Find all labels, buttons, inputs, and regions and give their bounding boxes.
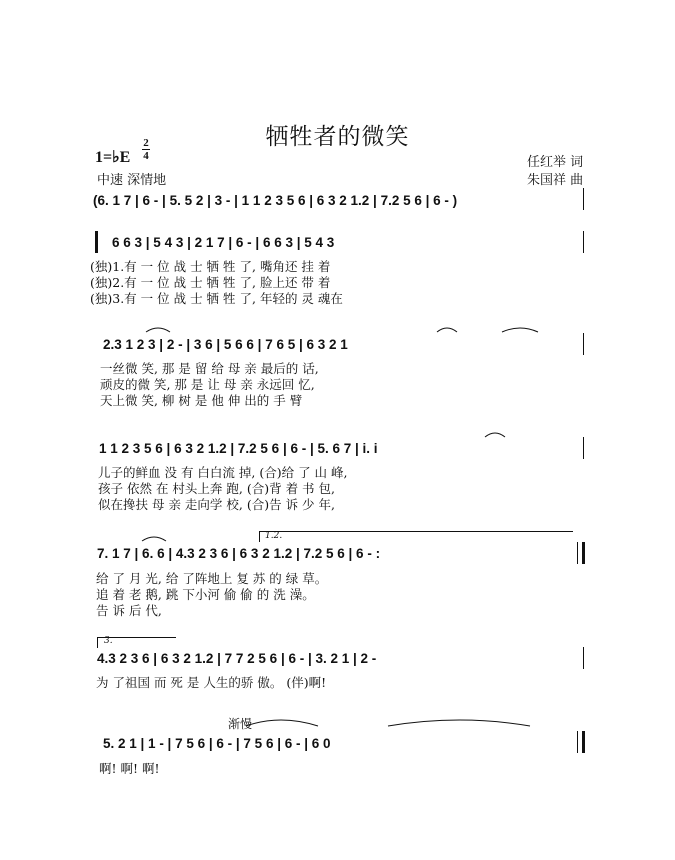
system-6-notes: 4.3 2 3 6 | 6 3 2 1.2 | 7 7 2 5 6 | 6 - | 3. 2 1 | 2 - — [97, 651, 377, 666]
slur-sys3-c — [502, 328, 538, 332]
slur-sys4-a — [485, 433, 505, 437]
tempo-marking: 中速 深情地 — [97, 173, 167, 188]
time-signature-top: 2 — [143, 137, 149, 149]
system-4-lyric-verse-2: 孩子 依然 在 村头上奔 跑, (合)背 着 书 包, — [98, 481, 335, 496]
system-7-lyric: 啊! 啊! 啊! — [99, 761, 160, 776]
slur-sys5-a — [142, 537, 166, 541]
key-signature: 1=♭E — [95, 149, 131, 166]
lyricist-credit: 任红举 词 — [527, 155, 584, 170]
slur-sys3-a — [146, 328, 170, 332]
system-2-lyric-verse-3: (独)3.有 一 位 战 士 牺 牲 了, 年轻的 灵 魂在 — [90, 291, 343, 306]
system-5-lyric-verse-3: 告 诉 后 代, — [96, 603, 162, 618]
system-2-notes: 6 6 3 | 5 4 3 | 2 1 7 | 6 - | 6 6 3 | 5 4 3 — [112, 235, 335, 250]
system-3-lyric-verse-1: 一丝微 笑, 那 是 留 给 母 亲 最后的 话, — [100, 361, 319, 376]
slur-sys7-a — [246, 720, 318, 726]
volta-1-2-label: 1.2. — [265, 531, 283, 541]
system-4-lyric-verse-1: 儿子的鲜血 没 有 白白流 掉, (合)给 了 山 峰, — [98, 465, 348, 480]
system-5-lyric-verse-2: 追 着 老 鹅, 跳 下小河 偷 偷 的 洗 澡。 — [96, 587, 315, 602]
system-3-lyric-verse-3: 天上微 笑, 柳 树 是 他 伸 出的 手 臂 — [100, 393, 303, 408]
composer-credit: 朱国祥 曲 — [527, 173, 584, 188]
system-3-lyric-verse-2: 顽皮的微 笑, 那 是 让 母 亲 永远回 忆, — [100, 377, 315, 392]
page-title: 牺牲者的微笑 — [265, 124, 410, 150]
system-3-notes: 2.3 1 2 3 | 2 - | 3 6 | 5 6 6 | 7 6 5 | 6 3 2 1 — [103, 337, 348, 352]
volta-3-label: 3. — [104, 636, 113, 646]
system-2-lyric-verse-1: (独)1.有 一 位 战 士 牺 牲 了, 嘴角还 挂 着 — [90, 259, 331, 274]
system-4-lyric-verse-3: 似在搀扶 母 亲 走向学 校, (合)告 诉 少 年, — [98, 497, 335, 512]
system-5-lyric-verse-1: 给 了 月 光, 给 了阵地上 复 苏 的 绿 草。 — [96, 571, 328, 586]
slur-sys3-b — [437, 328, 457, 332]
system-2-lyric-verse-2: (独)2.有 一 位 战 士 牺 牲 了, 脸上还 带 着 — [90, 275, 331, 290]
system-5-notes: 7. 1 7 | 6. 6 | 4.3 2 3 6 | 6 3 2 1.2 | 7.2 5 6 | 6 - : — [97, 546, 381, 561]
ritardando-marking: 渐慢 — [228, 717, 253, 731]
system-6-lyric-verse-1: 为 了祖国 而 死 是 人生的骄 傲。 (伴)啊! — [96, 675, 327, 690]
slur-sys7-b — [388, 720, 530, 726]
system-7-notes: 5. 2 1 | 1 - | 7 5 6 | 6 - | 7 5 6 | 6 - | 6 0 — [103, 736, 331, 751]
system-4-notes: 1 1 2 3 5 6 | 6 3 2 1.2 | 7.2 5 6 | 6 - | 5. 6 7 | i. i — [99, 441, 378, 456]
system-1-notes: (6. 1 7 | 6 - | 5. 5 2 | 3 - | 1 1 2 3 5 6 | 6 3 2 1.2 | 7.2 5 6 | 6 - ) — [93, 193, 458, 208]
time-signature-bottom: 4 — [143, 150, 149, 162]
